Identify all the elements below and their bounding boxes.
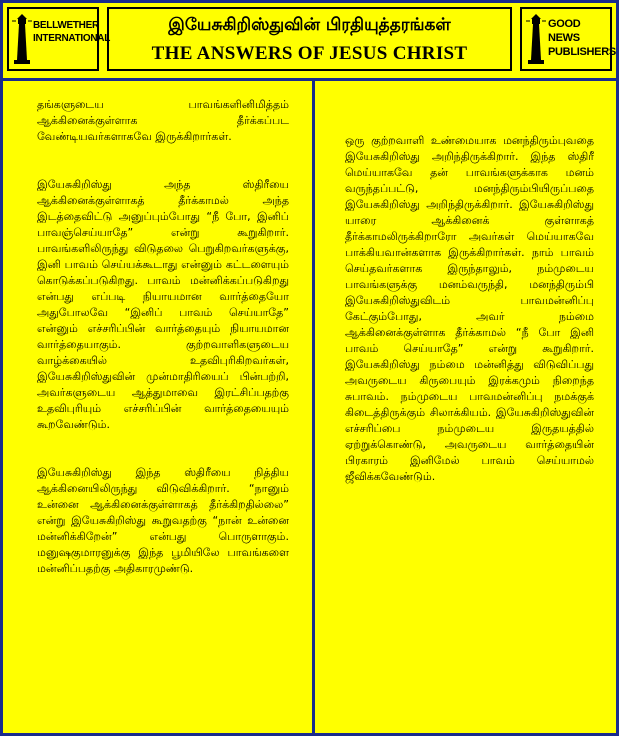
good-news-logo xyxy=(520,7,616,71)
lighthouse-icon xyxy=(12,14,32,66)
title-english: THE ANSWERS OF JESUS CHRIST xyxy=(151,43,468,64)
lighthouse-icon xyxy=(526,14,546,66)
logo-line-1: GOOD NEWS xyxy=(548,18,581,44)
title-tamil: இயேசுகிறிஸ்துவின் பிரதியுத்தரங்கள் xyxy=(168,15,451,35)
title-box xyxy=(107,7,512,71)
header-banner xyxy=(3,3,616,81)
logo-line-2: PUBLISHERS xyxy=(548,46,616,58)
bellwether-logo xyxy=(7,7,111,71)
right-paragraph-1: ஒரு குற்றவாளி உண்மையாக மனந்திரும்புவதை இயேசுகிறிஸ்து அறிந்திருக்கிறார். இந்த ஸ்திரீ மெய்யாகவே தன் பாவங்களுக்காக மனம் வருந்தப்பட்டு, மனந்திரும்பியிருப்பதை இயேசுகிறிஸ்து அறிந்திருக்கிறார். இயேசுகிறிஸ்து யாரை ஆக்கினைக் குள்ளாகத் தீர்க்காமலிருக்கிறாரோ அவர்கள் மெய்யாகவே பாக்கியவான்களாக இருக்கிறார்கள். நாம் பாவம் செய்தவர்களாக இருந்தாலும், நம்முடைய பாவங்களுக்கு மனம்வருந்தி, மனந்திரும்பி இயேசுகிறிஸ்துவிடம் பாவமன்னிப்பு கேட்கும்போது, அவர் நம்மை ஆக்கினைக்குள்ளாக தீர்க்காமல் “நீ போ இனி பாவம் செய்யாதே” என்று கூறுகிறார். இயேசுகிறிஸ்து நம்மை மன்னித்து விடுவிப்பது அவருடைய கிருபையும் இரக்கமும் நிறைந்த சுபாவம். நம்முடைய பாவமன்னிப்பு நமக்குக் கிடைத்திருக்கும் சிலாக்கியம். இயேசுகிறிஸ்துவின் எச்சரிப்பை நம்முடைய இருதயத்தில் ஏற்றுக்கொண்டு, அவருடைய வார்த்தையின் பிரகாரம் இனிமேல் பாவம் செய்யாமல் ஜீவிக்கவேண்டும். xyxy=(345,134,594,483)
right-column xyxy=(312,81,616,733)
logo-line-1: BELLWETHER xyxy=(33,20,99,31)
left-paragraph-2: இயேசுகிறிஸ்து அந்த ஸ்திரீயை ஆக்கினைக்குள்ளாகத் தீர்க்காமல் அந்த இடத்தைவிட்டு அனுப்பும்போது “நீ போ, இனிப் பாவஞ்செய்யாதே” என்று கூறுகிறார். பாவங்களிலிருந்து விடுதலை பெறுகிறவர்களுக்கு, இனி பாவம் செய்யக்கூடாது என்னும் கட்டளையும் கொடுக்கப்படுகிறது. பாவம் மன்னிக்கப்படுகிறது என்பது எப்படி நியாயமான வார்த்தையோ அதுபோலவே “இனிப் பாவம் செய்யாதே” என்னும் எச்சரிப்பின் வார்த்தையும் நியாயமான வார்த்தையாகும். குற்றவாளிகளுடைய வாழ்க்கையில் உதவிபுரிகிறவர்கள், இயேசுகிறிஸ்துவின் முன்மாதிரியைப் பின்பற்றி, அவர்களுடைய ஆத்துமாவை இரட்சிப்பதற்கு உதவிபுரியும் எச்சரிப்பின் வார்த்தையையும் கூறவேண்டும். xyxy=(37,178,289,431)
logo-line-2: INTERNATIONAL xyxy=(33,33,111,44)
left-paragraph-1: தங்களுடைய பாவங்களினிமித்தம் ஆக்கினைக்குள்ளாக தீர்க்கப்பட வேண்டியவர்களாகவே இருக்கிறார்கள். xyxy=(37,98,289,143)
left-column xyxy=(3,81,309,733)
left-paragraph-3: இயேசுகிறிஸ்து இந்த ஸ்திரீயை நித்திய ஆக்கினையிலிருந்து விடுவிக்கிறார். “நானும் உன்னை ஆக்கினைக்குள்ளாகத் தீர்க்கிறதில்லை” என்று இயேசுகிறிஸ்து கூறுவதற்கு “நான் உன்னை மன்னிக்கிறேன்” என்பது பொருளாகும். மனுஷகுமாரனுக்கு இந்த பூமியிலே பாவங்களை மன்னிப்பதற்கு அதிகாரமுண்டு. xyxy=(37,466,289,575)
